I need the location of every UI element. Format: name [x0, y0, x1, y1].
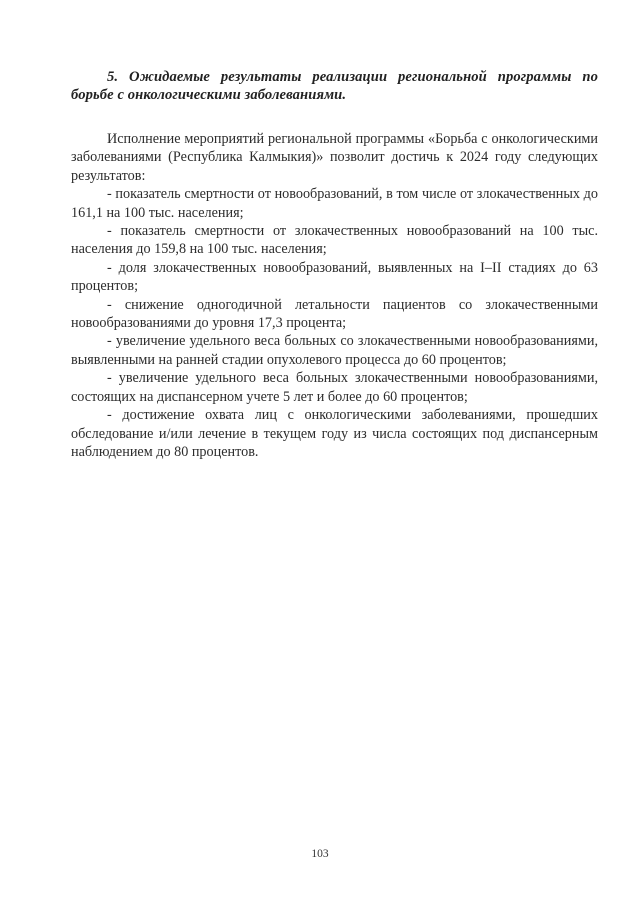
page-number: 103	[311, 848, 329, 860]
section-heading: 5. Ожидаемые результаты реализации региональной программы по борьбе с онкологическими заболеваниями.	[71, 69, 598, 103]
intro-paragraph: Исполнение мероприятий региональной программы «Борьба с онкологическими заболеваниями (Республика Калмыкия)» позволит достичь к 2024 году следующих результатов:	[71, 131, 598, 184]
result-item-7: - достижение охвата лиц с онкологическими заболеваниями, прошедших обследование и/или лечение в текущем году из числа состоящих под диспансерным наблюдением до 80 процентов.	[71, 407, 598, 460]
result-item-2: - показатель смертности от злокачественных новообразований на 100 тыс. населения до 159,8 на 100 тыс. населения;	[71, 223, 598, 258]
result-item-6: - увеличение удельного веса больных злокачественными новообразованиями, состоящих на диспансерном учете 5 лет и более до 60 процентов;	[71, 370, 598, 405]
result-item-1: - показатель смертности от новообразований, в том числе от злокачественных до 161,1 на 100 тыс. населения;	[71, 186, 598, 221]
result-item-4: - снижение одногодичной летальности пациентов со злокачественными новообразованиями до уровня 17,3 процента;	[71, 296, 598, 332]
document-body	[71, 68, 598, 461]
result-item-3: - доля злокачественных новообразований, выявленных на I–II стадиях до 63 процентов;	[71, 259, 598, 295]
result-item-5: - увеличение удельного веса больных со злокачественными новообразованиями, выявленными на ранней стадии опухолевого процесса до 60 процентов;	[71, 333, 598, 368]
